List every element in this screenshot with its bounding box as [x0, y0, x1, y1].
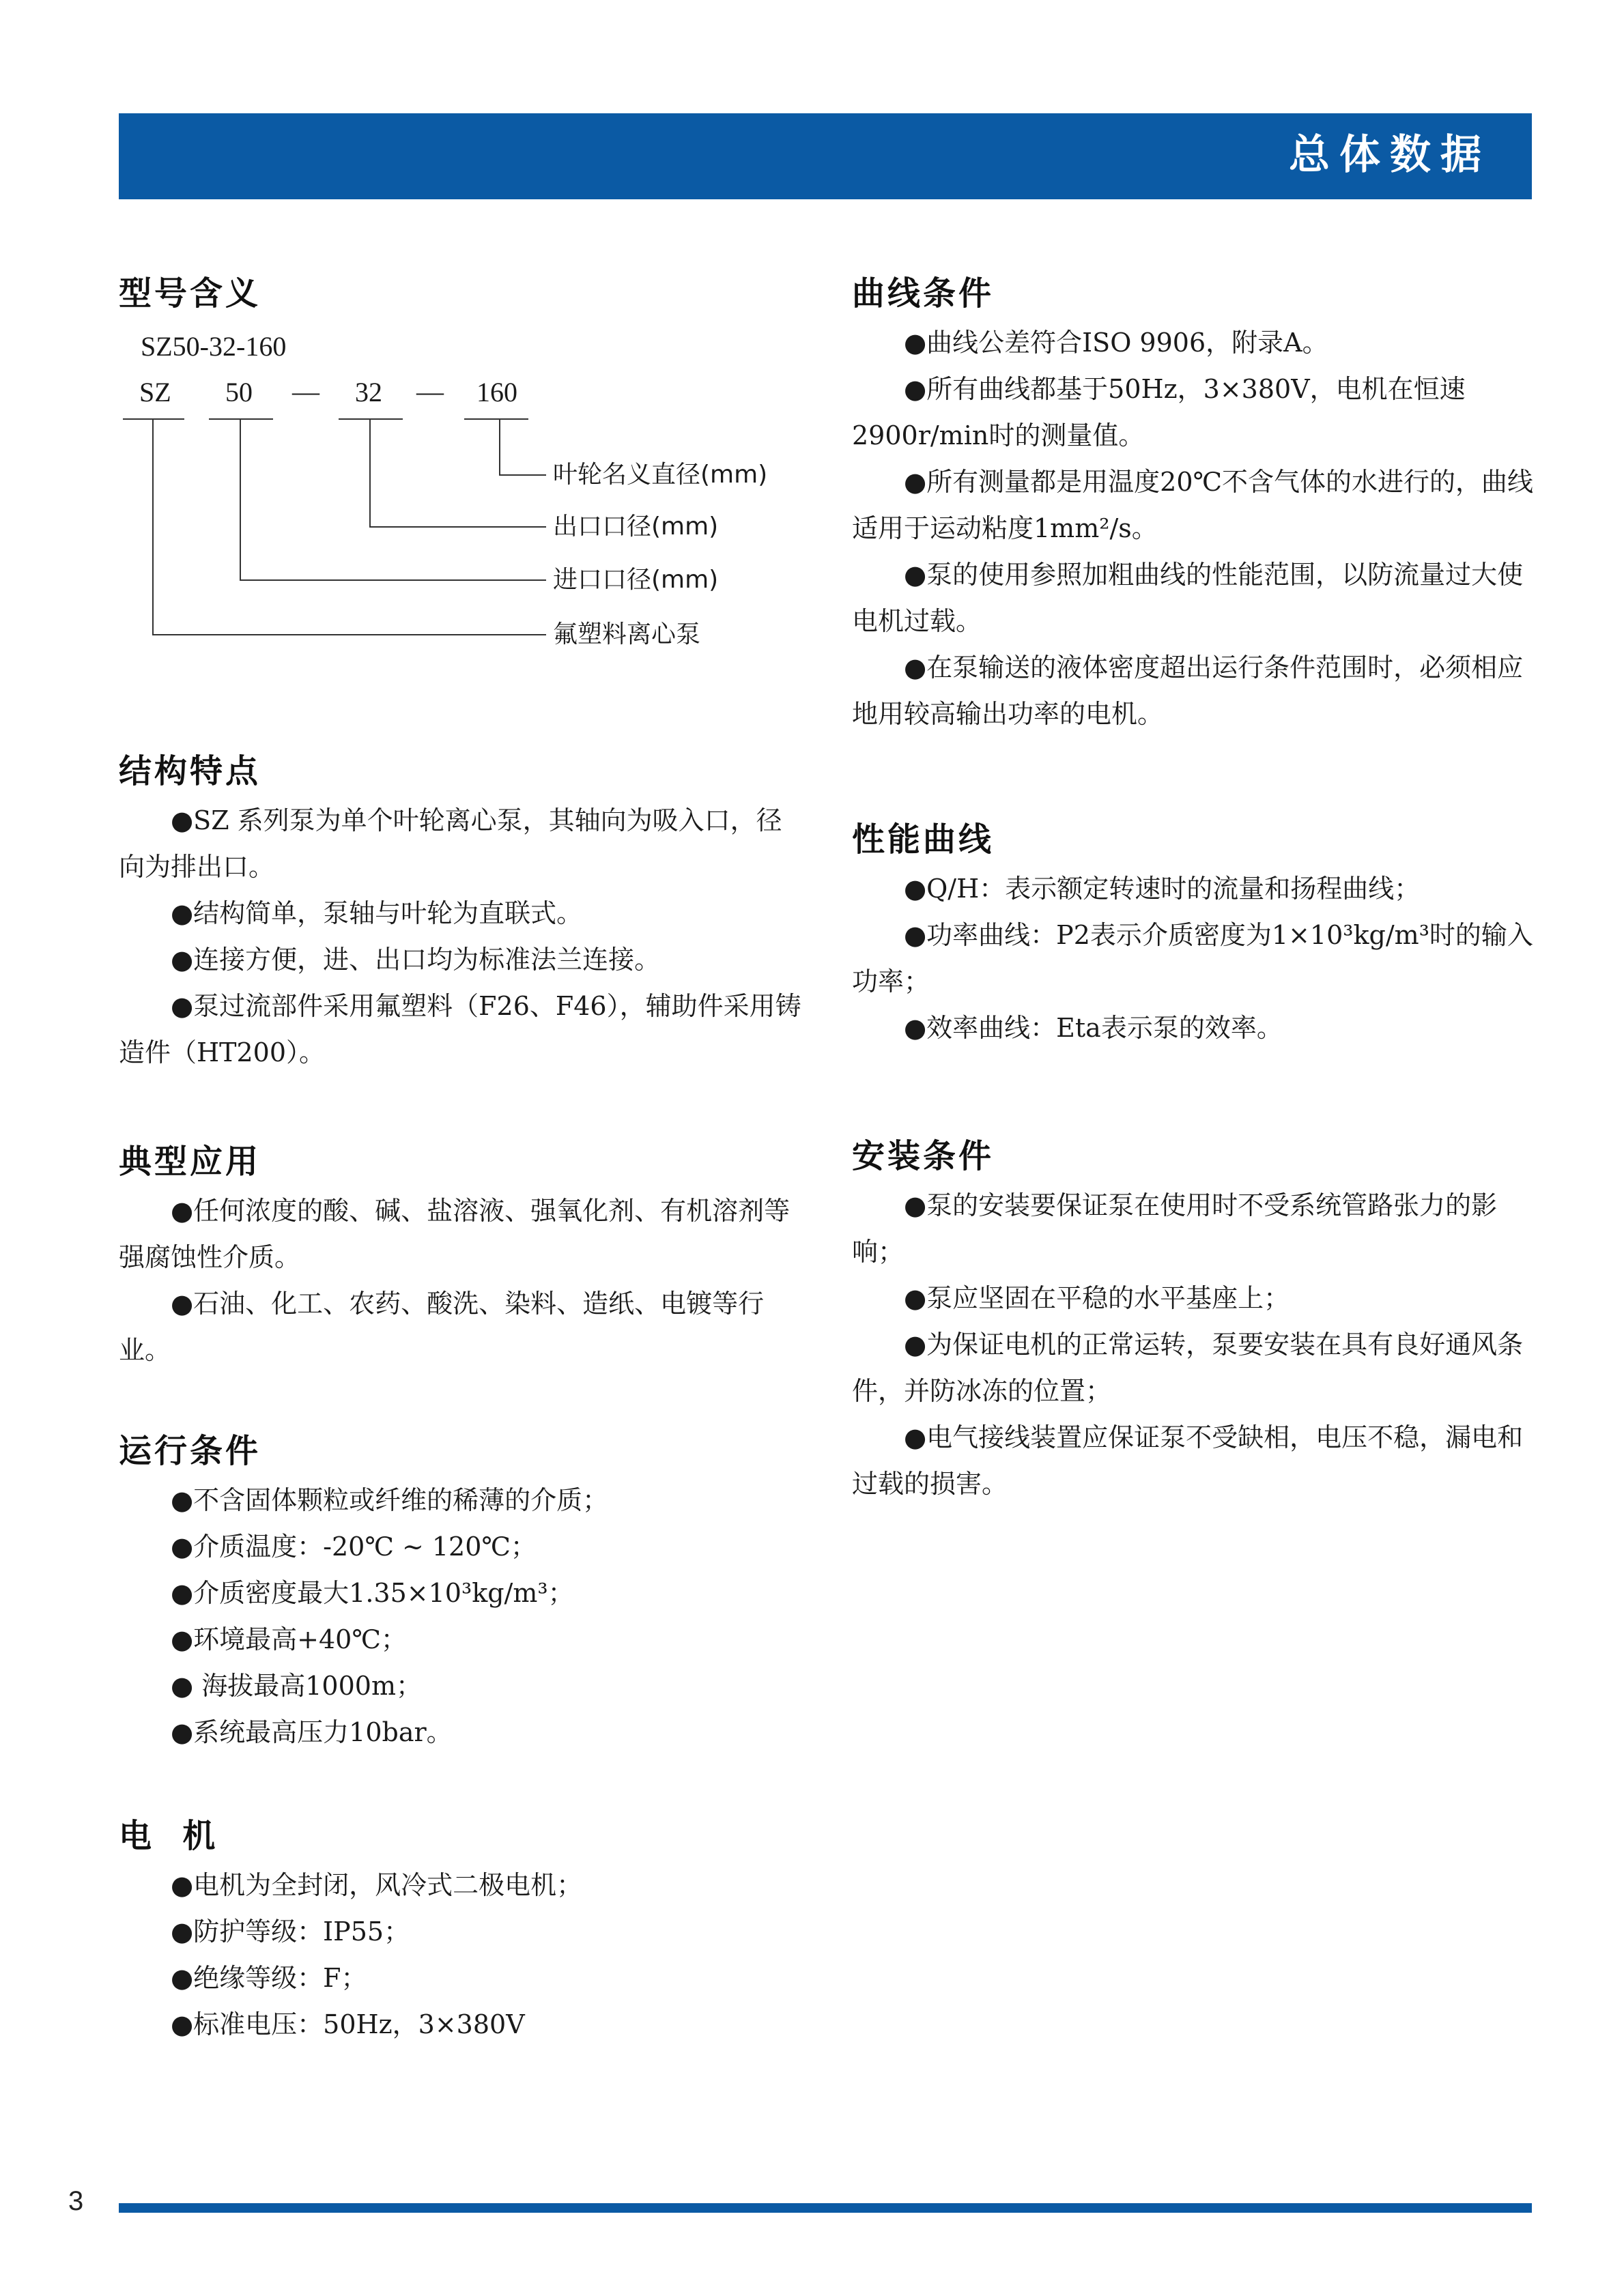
curve-condition-item: ●所有测量都是用温度20℃不含气体的水进行的，曲线适用于运动粘度1mm²/s。 [852, 467, 1534, 543]
model-diagram [119, 375, 801, 689]
curve-condition-item: ●曲线公差符合ISO 9906，附录A。 [904, 328, 1328, 358]
model-part-impeller: 160 [476, 377, 517, 407]
model-code: SZ50-32-160 [141, 331, 287, 362]
curve-conditions-title: 曲线条件 [852, 274, 995, 313]
structure-item: ●SZ 系列泵为单个叶轮离心泵，其轴向为吸入口，径向为排出口。 [119, 805, 782, 882]
label-pump-type: 氟塑料离心泵 [553, 620, 701, 648]
motor-item: ●标准电压：50Hz，3×380V [171, 2009, 525, 2039]
structure-section [119, 751, 801, 1076]
performance-item: ●功率曲线：P2表示介质密度为1×10³kg/m³时的输入功率； [852, 920, 1533, 996]
application-item: ●任何浓度的酸、碱、盐溶液、强氧化剂、有机溶剂等强腐蚀性介质。 [119, 1196, 790, 1272]
page-number: 3 [68, 2186, 84, 2216]
installation-item: ●电气接线装置应保证泵不受缺相，电压不稳，漏电和过载的损害。 [852, 1422, 1524, 1499]
operating-item: ●环境最高+40℃； [171, 1624, 407, 1654]
model-section [119, 273, 801, 696]
page-title: 总体数据 [1289, 131, 1491, 179]
curve-condition-item: ●泵的使用参照加粗曲线的性能范围，以防流量过大使电机过载。 [852, 560, 1524, 636]
operating-item: ●介质温度：-20℃ ~ 120℃； [171, 1532, 537, 1562]
model-dash: — [416, 376, 444, 407]
structure-item: ●泵过流部件采用氟塑料（F26、F46），辅助件采用铸造件（HT200）。 [119, 991, 801, 1067]
model-part-sz: SZ [139, 377, 171, 407]
installation-item: ●泵的安装要保证泵在使用时不受系统管路张力的影响； [852, 1190, 1498, 1267]
motor-section-title: 电 机 [119, 1817, 218, 1855]
installation-item: ●泵应坚固在平稳的水平基座上； [904, 1283, 1290, 1313]
curve-conditions-section [852, 273, 1535, 737]
model-section-title: 型号含义 [119, 274, 261, 313]
performance-item: ●Q/H：表示额定转速时的流量和扬程曲线； [904, 874, 1421, 904]
structure-item: ●连接方便，进、出口均为标准法兰连接。 [171, 945, 661, 975]
motor-section [119, 1816, 801, 2048]
operating-section [119, 1431, 801, 1755]
structure-item: ●结构简单，泵轴与叶轮为直联式。 [171, 898, 583, 928]
structure-section-title: 结构特点 [119, 752, 261, 790]
motor-item: ●防护等级：IP55； [171, 1917, 410, 1947]
model-part-inlet: 50 [225, 377, 253, 407]
model-part-outlet: 32 [355, 377, 382, 407]
operating-section-title: 运行条件 [119, 1432, 261, 1470]
operating-item: ●不含固体颗粒或纤维的稀薄的介质； [171, 1485, 609, 1515]
application-item: ●石油、化工、农药、酸洗、染料、造纸、电镀等行业。 [119, 1289, 765, 1365]
motor-item: ●绝缘等级：F； [171, 1963, 367, 1993]
performance-title: 性能曲线 [852, 820, 995, 859]
left-column [119, 0, 801, 2296]
installation-title: 安装条件 [852, 1137, 995, 1175]
model-dash: — [292, 376, 319, 407]
curve-condition-item: ●在泵输送的液体密度超出运行条件范围时，必须相应地用较高输出功率的电机。 [852, 652, 1524, 729]
operating-item: ●系统最高压力10bar。 [171, 1717, 453, 1747]
operating-item: ●介质密度最大1.35×10³kg/m³； [171, 1578, 574, 1608]
footer-rule [119, 2203, 1532, 2213]
label-inlet-diameter: 进口口径(mm) [553, 566, 719, 594]
right-column [852, 0, 1535, 2296]
motor-item: ●电机为全封闭，风冷式二极电机； [171, 1870, 583, 1900]
application-section-title: 典型应用 [119, 1143, 261, 1181]
performance-item: ●效率曲线：Eta表示泵的效率。 [904, 1013, 1283, 1043]
performance-section [852, 819, 1535, 1051]
installation-section [852, 1136, 1535, 1507]
curve-condition-item: ●所有曲线都基于50Hz，3×380V，电机在恒速2900r/min时的测量值。 [852, 374, 1466, 450]
application-section [119, 1141, 801, 1373]
label-impeller-diameter: 叶轮名义直径(mm) [553, 461, 768, 489]
label-outlet-diameter: 出口口径(mm) [553, 513, 719, 541]
operating-item: ● 海拔最高1000m； [171, 1671, 422, 1701]
installation-item: ●为保证电机的正常运转，泵要安装在具有良好通风条件，并防冰冻的位置； [852, 1330, 1524, 1406]
